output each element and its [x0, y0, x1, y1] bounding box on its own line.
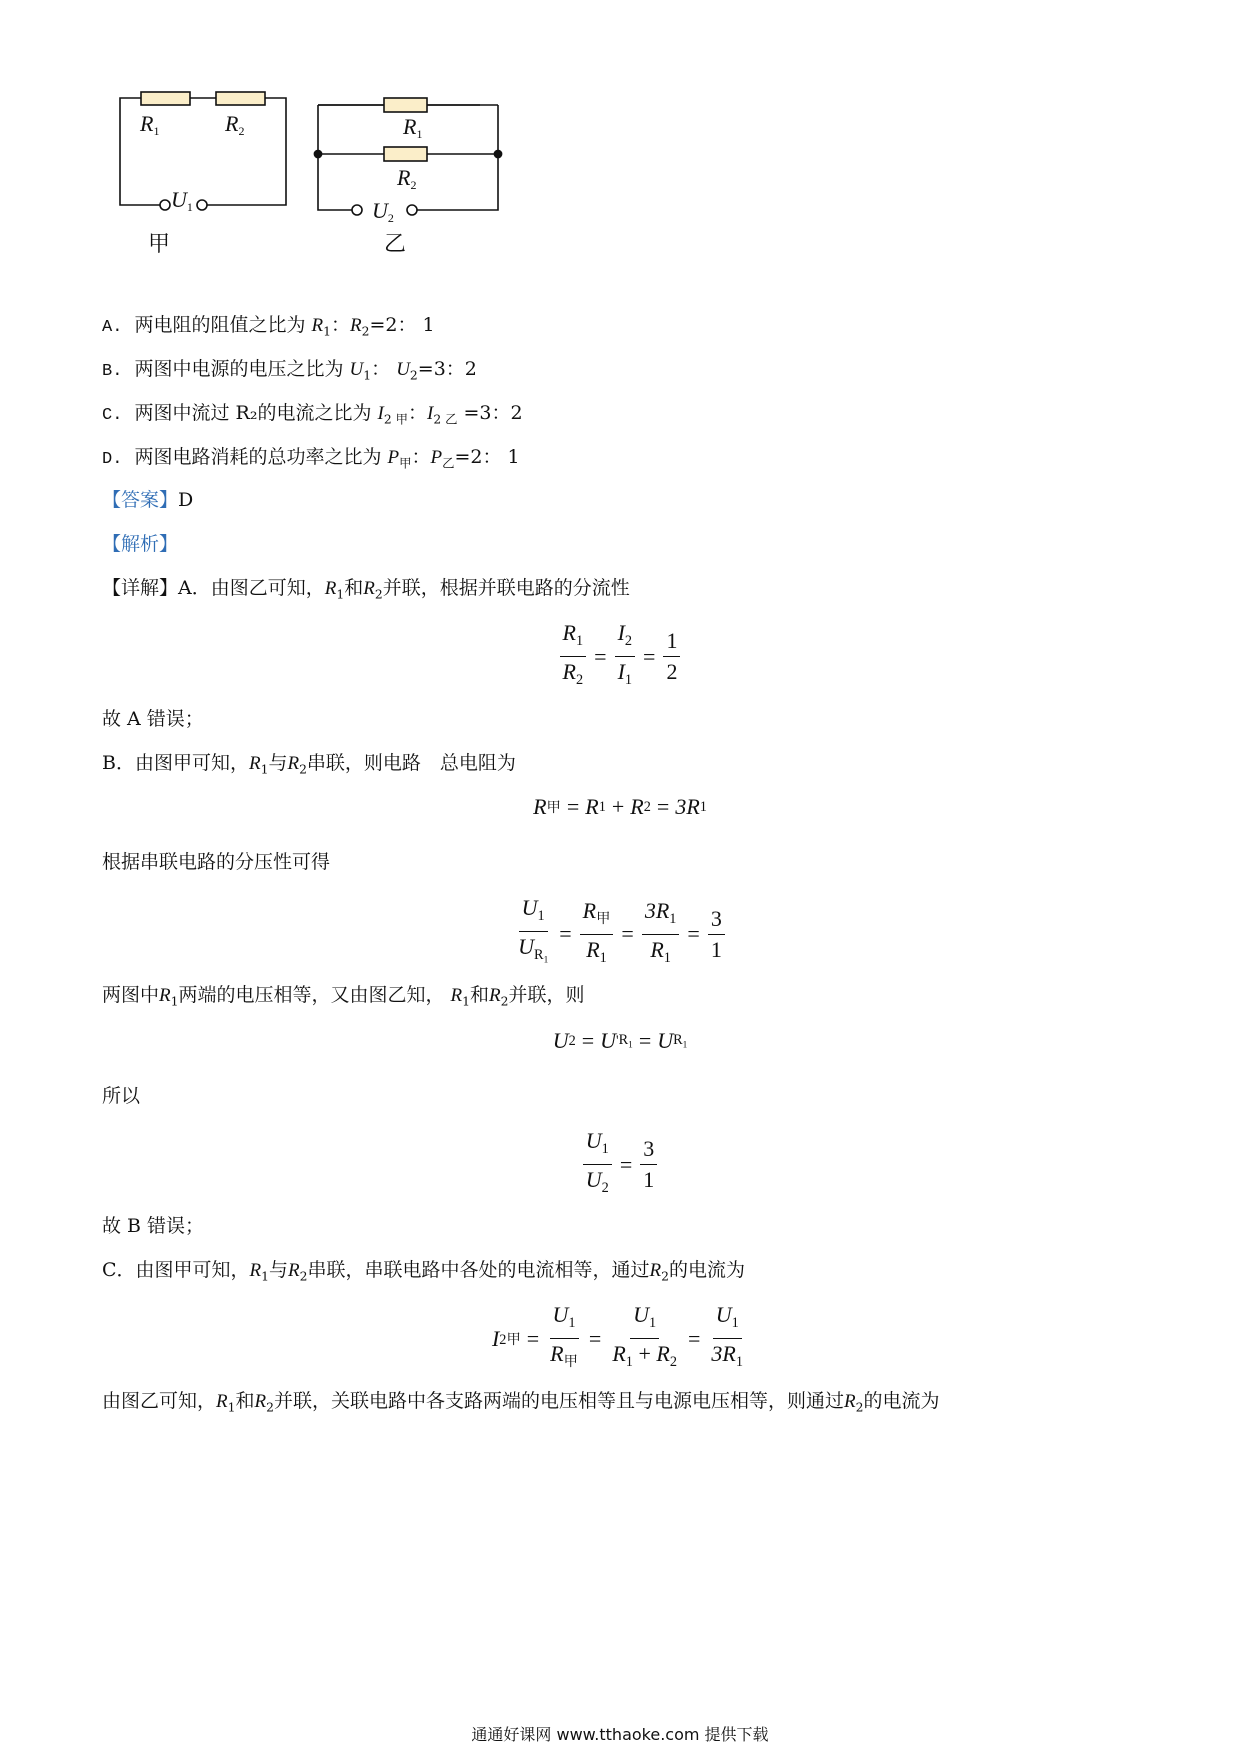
junction-left: [314, 150, 321, 157]
option-d: D. 两图电路消耗的总功率之比为 $P_甲$：$P_乙=2$： 1: [102, 446, 520, 471]
analysis-tag: 【解析】: [102, 533, 179, 555]
solution-a-conclusion: 故 A 错误；: [102, 708, 204, 730]
circuit-series: [120, 92, 286, 210]
formula-total-resistance: R 甲 = R 1 + R 2 = 3R 1: [533, 794, 707, 819]
label-u2: $U_2$: [372, 198, 394, 226]
formula-voltage-ratio: $\frac{U_1}{U_{R_1}}$ = $\frac{R_甲}{R_1}$ = $\frac{3R_1}{R_1}$ = $\frac{3}{1}$: [0, 895, 1240, 973]
solution-b-line4: 所以: [102, 1085, 141, 1107]
label-r2-parallel: $R_2$: [397, 165, 417, 193]
resistor-r1-parallel: [384, 98, 427, 112]
caption-yi: 乙: [384, 232, 407, 257]
label-u1: $U_1$: [171, 187, 193, 215]
resistor-r2-parallel: [384, 147, 427, 161]
solution-c-intro: C．由图甲可知，$R_1$与$R_2$串联，串联电路中各处的电流相等，通过$R_2$的电流为: [102, 1259, 745, 1284]
option-c: C. 两图中流过 R₂的电流之比为 $I_{2 甲}$：$I_{2 乙} =3$：2: [102, 402, 523, 427]
label-r2-series: $R_2$: [225, 111, 245, 139]
formula-u2: U 2 = U ' $R_1$ = U $R_1$: [552, 1028, 688, 1053]
solution-a-intro: 【详解】A．由图乙可知，$R_1$和$R_2$并联，根据并联电路的分流性: [102, 577, 630, 602]
terminal-left-2: [352, 205, 362, 215]
answer-tag: 【答案】: [102, 489, 179, 511]
solution-b-intro: B．由图甲可知，$R_1$与$R_2$串联，则电路 总电阻为: [102, 752, 516, 777]
option-b: B. 两图中电源的电压之比为 $U_1$： $U_2=3$：2: [102, 358, 477, 383]
option-a: A. 两电阻的阻值之比为 $R_1$：$R_2=2$： 1: [102, 314, 435, 339]
formula-ratio-r: $\frac{R_1}{R_2}$ = $\frac{I_2}{I_1}$ = $\frac{1}{2}$: [0, 620, 1240, 693]
answer-line: [102, 487, 193, 513]
formula-u1-u2: $\frac{U_1}{U_2}$ = $\frac{3}{1}$: [0, 1128, 1240, 1201]
label-r1-series: $R_1$: [140, 111, 160, 139]
label-r1-parallel: $R_1$: [403, 114, 423, 142]
solution-b-line3: 两图中$R_1$两端的电压相等，又由图乙知， $R_1$和$R_2$并联，则: [102, 984, 585, 1009]
terminal-right: [197, 200, 207, 210]
answer-value: D: [178, 489, 194, 511]
formula-current-series: I 2甲 = $\frac{U_1}{R_甲}$ = $\frac{U_1}{R_1 + R_2}$ = $\frac{U_1}{3R_1}$: [491, 1302, 744, 1370]
terminal-right-2: [407, 205, 417, 215]
solution-b-line2: 根据串联电路的分压性可得: [102, 851, 331, 873]
solution-b-conclusion: 故 B 错误；: [102, 1215, 205, 1237]
page-footer: 通通好课网 www.tthaoke.com 提供下载: [471, 1725, 769, 1744]
caption-jia: 甲: [148, 232, 171, 257]
junction-right: [494, 150, 501, 157]
resistor-r1: [141, 92, 190, 105]
resistor-r2: [216, 92, 265, 105]
solution-c-line2: 由图乙可知，$R_1$和$R_2$并联，关联电路中各支路两端的电压相等且与电源电压相等，则通过$R_2$的电流为: [102, 1390, 940, 1415]
terminal-left: [160, 200, 170, 210]
